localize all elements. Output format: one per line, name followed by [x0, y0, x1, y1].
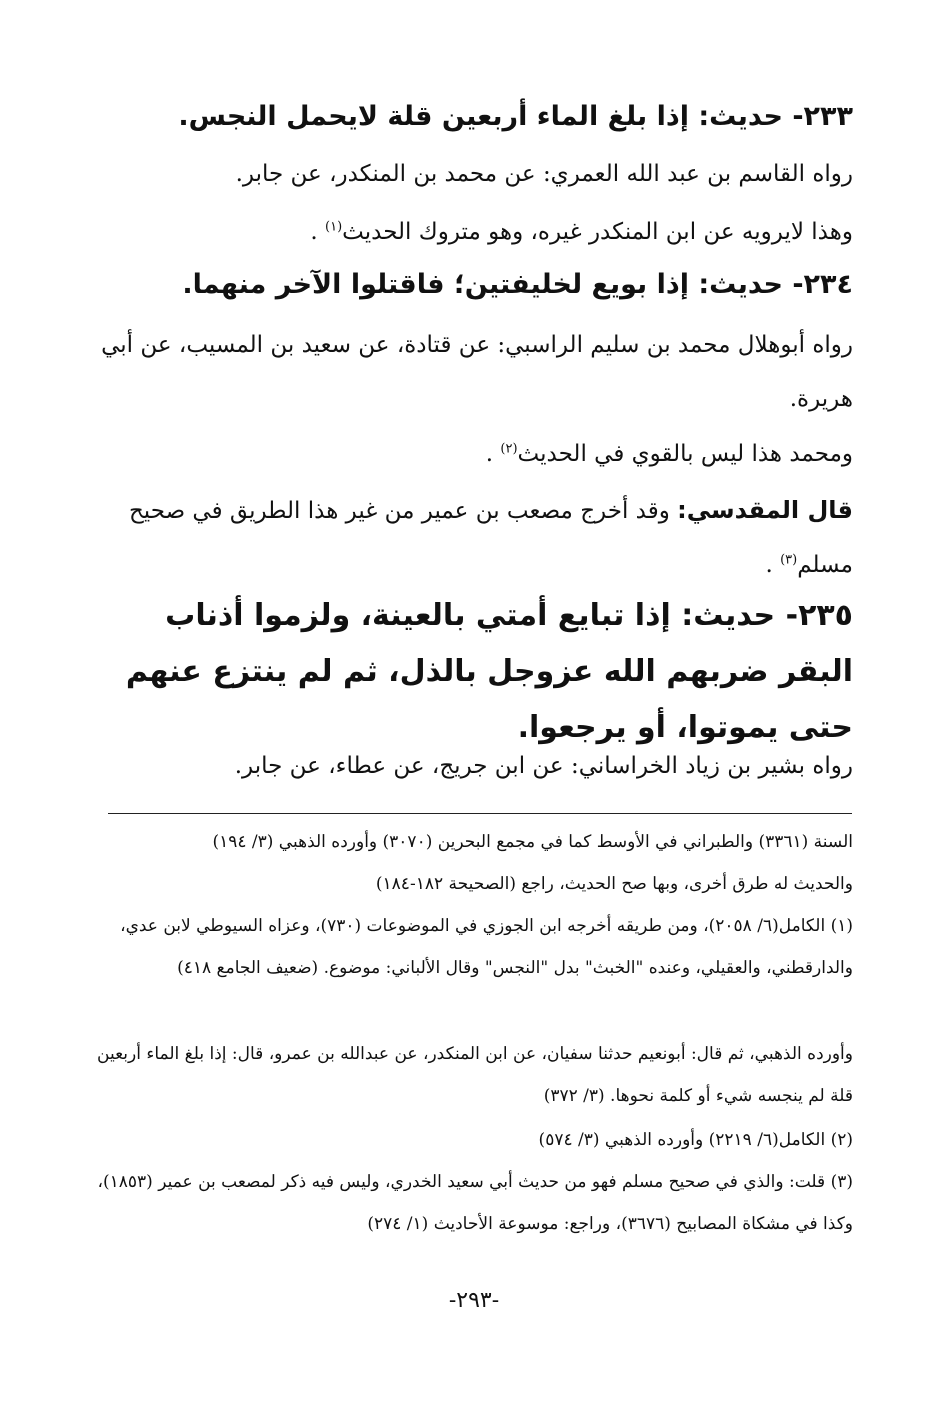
footnote-ref-2: (٢): [500, 441, 518, 457]
footnote-3: (٣) قلت: والذي في صحيح مسلم فهو من حديث أبي سعيد الخدري، وليس فيه ذكر لمصعب بن عمير (١٨٥٣)، وكذا في مشكاة المصابيح (٣٦٧٦)، وراجع: موسوعة الأحاديث (١/ ٢٧٤): [97, 1172, 853, 1234]
hadith-233-comment-end: .: [310, 219, 318, 245]
hadith-234-comment-end: .: [485, 441, 494, 467]
footnote-divider: [108, 813, 852, 814]
maqdisi-end: .: [765, 552, 773, 578]
footnote-continuation-1: السنة (٣٣٦١) والطبراني في الأوسط كما في مجمع البحرين (٣٠٧٠) وأورده الذهبي (٣/ ١٩٤): [212, 832, 853, 852]
footnote-continuation-2: والحديث له طرق أخرى، وبها صح الحديث، راجع (الصحيحة ١٨٢-١٨٤): [375, 874, 853, 894]
hadith-235-heading: ٢٣٥- حديث: إذا تبايع أمتي بالعينة، ولزموا أذناب البقر ضربهم الله عزوجل بالذل، ثم لم ينتزع عنهم حتى يموتوا، أو يرجعوا.: [125, 598, 853, 745]
maqdisi-text: وقد أخرج مصعب بن عمير من غير هذا الطريق في صحيح مسلم: [128, 498, 853, 578]
hadith-233-comment-text: وهذا لايرويه عن ابن المنكدر غيره، وهو متروك الحديث: [342, 219, 853, 245]
hadith-235-narration: رواه بشير بن زياد الخراساني: عن ابن جريج، عن عطاء، عن جابر.: [234, 753, 853, 779]
hadith-234-comment: [93, 426, 853, 482]
footnote-1-continued: وأورده الذهبي، ثم قال: أبونعيم حدثنا سفيان، عن ابن المنكدر، عن عبدالله بن عمرو، قال: إذا بلغ الماء أربعين قلة لم ينجسه شيء أو كلمة نحوها. (٣/ ٣٧٢): [97, 1044, 853, 1106]
hadith-233-comment: [93, 204, 853, 260]
footnote-1: (١) الكامل(٦/ ٢٠٥٨)، ومن طريقه أخرجه ابن الجوزي في الموضوعات (٧٣٠)، وعزاه السيوطي لابن عدي، والدارقطني، والعقيلي، وعنده "الخبث" بدل "النجس" وقال الألباني: موضوع. (ضعيف الجامع ٤١٨): [120, 916, 853, 978]
footnote-ref-3: (٣): [780, 552, 798, 568]
footnote-ref-1: (١): [325, 219, 343, 235]
hadith-234-comment-text: ومحمد هذا ليس بالقوي في الحديث: [517, 441, 853, 467]
hadith-234-narration: رواه أبوهلال محمد بن سليم الراسبي: عن قتادة، عن سعيد بن المسيب، عن أبي هريرة.: [101, 332, 853, 412]
maqdisi-note: [93, 483, 853, 592]
footnote-2: (٢) الكامل(٦/ ٢٢١٩) وأورده الذهبي (٣/ ٥٧٤): [538, 1130, 853, 1150]
hadith-233-heading: ٢٣٣- حديث: إذا بلغ الماء أربعين قلة لايحمل النجس.: [178, 101, 853, 132]
maqdisi-lead: قال المقدسي:: [677, 496, 853, 524]
hadith-234-heading: ٢٣٤- حديث: إذا بويع لخليفتين؛ فاقتلوا الآخر منهما.: [182, 269, 853, 300]
page-number: -٢٩٣-: [448, 1288, 500, 1313]
hadith-233-narration: رواه القاسم بن عبد الله العمري: عن محمد بن المنكدر، عن جابر.: [235, 161, 853, 187]
